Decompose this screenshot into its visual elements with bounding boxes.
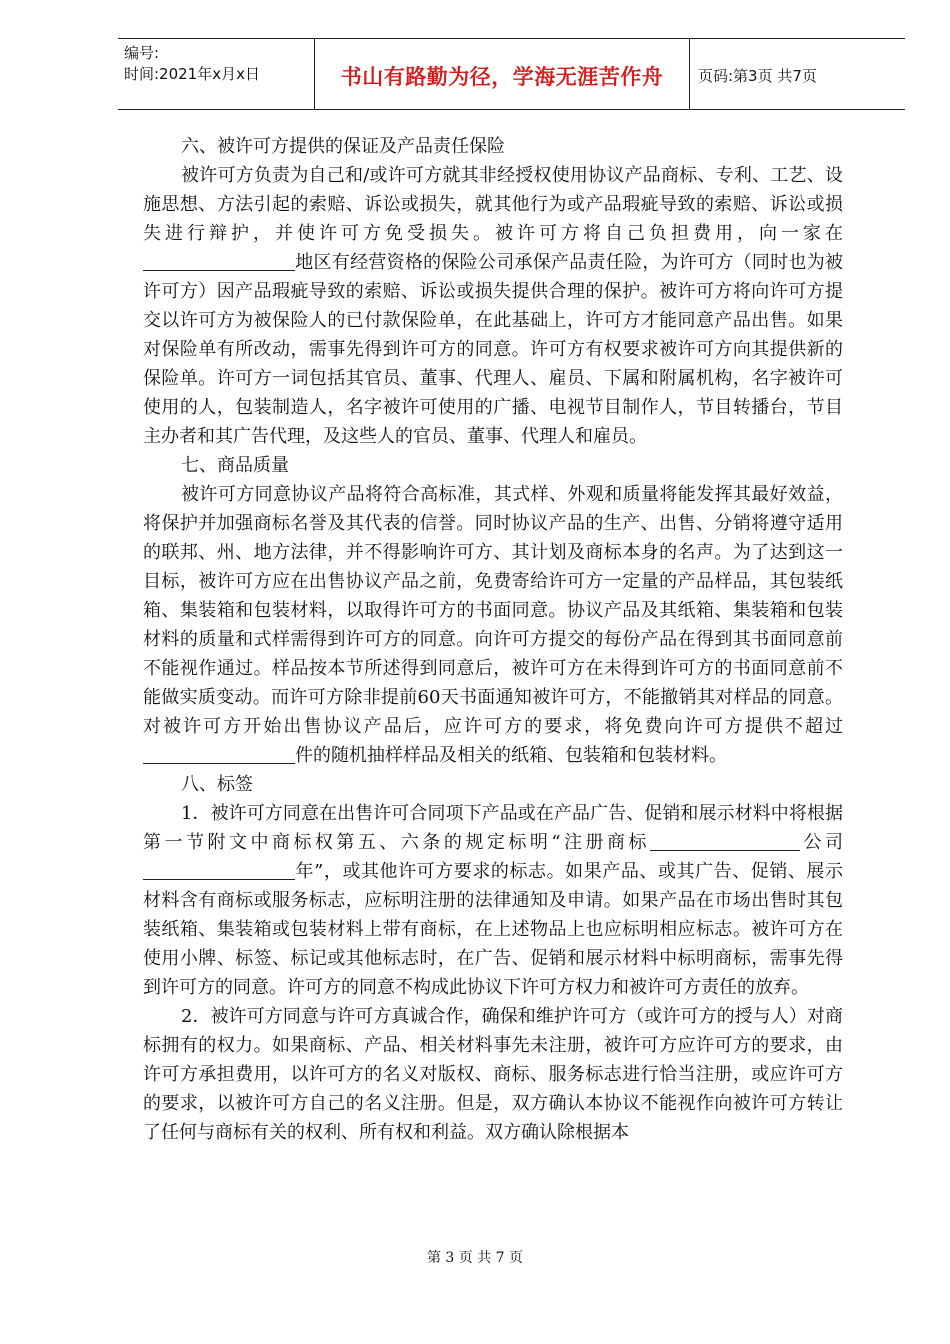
document-body	[143, 132, 843, 1147]
section-7-title: 七、商品质量	[181, 455, 289, 476]
section-8-paragraph-2: 2．被许可方同意与许可方真诚合作，确保和维护许可方（或许可方的授与人）对商标拥有的权力。如果商标、产品、相关材料事先未注册，被许可方应许可方的要求，由许可方承担费用，以许可方的名义对版权、商标、服务标志进行恰当注册，或应许可方的要求，以被许可方自己的名义注册。但是，双方确认本协议不能视作向被许可方转让了任何与商标有关的权利、所有权和利益。双方确认除根据本	[143, 1006, 843, 1143]
section-7-paragraph	[143, 480, 843, 770]
page-footer: 第 3 页 共 7 页	[426, 1250, 524, 1266]
document-number-label: 编号:	[124, 44, 160, 62]
section-8-title: 八、标签	[181, 774, 253, 795]
document-header	[118, 38, 905, 110]
section-8-text-c: 年”，或其他许可方要求的标志。如果产品、或其广告、促销、展示材料含有商标或服务标志，应标明注册的法律通知及申请。如果产品在市场出售时其包装纸箱、集装箱或包装材料上带有商标，在上述物品上也应标明相应标志。被许可方在使用小牌、标签、标记或其他标志时，在广告、促销和展示材料中标明商标，需事先得到许可方的同意。许可方的同意不构成此协议下许可方权力和被许可方责任的放弃。	[143, 861, 843, 998]
section-8-paragraph-1	[143, 799, 843, 1002]
header-motto-cell	[315, 39, 690, 109]
document-time-label: 时间:2021年x月x日	[124, 65, 260, 83]
header-page-code: 页码:第3页 共7页	[698, 67, 817, 85]
header-page-cell	[690, 39, 905, 109]
trademark-blank	[650, 832, 800, 851]
section-7-text-b: 件的随机抽样样品及相关的纸箱、包装箱和包装材料。	[295, 745, 727, 766]
sample-count-blank	[143, 745, 295, 764]
section-6-paragraph	[143, 161, 843, 451]
region-blank	[143, 252, 295, 271]
section-8-text-b: 公司	[800, 832, 843, 853]
section-6-text-a: 被许可方负责为自己和/或许可方就其非经授权使用协议产品商标、专利、工艺、设施思想、方法引起的索赔、诉讼或损失，就其他行为或产品瑕疵导致的索赔、诉讼或损失进行辩护，并使许可方免受损失。被许可方将自己负担费用，向一家在	[143, 165, 843, 244]
year-blank	[143, 861, 295, 880]
section-7-text-a: 被许可方同意协议产品将符合高标准，其式样、外观和质量将能发挥其最好效益，将保护并加强商标名誉及其代表的信誉。同时协议产品的生产、出售、分销将遵守适用的联邦、州、地方法律，并不得影响许可方、其计划及商标本身的名声。为了达到这一目标，被许可方应在出售协议产品之前，免费寄给许可方一定量的产品样品，其包装纸箱、集装箱和包装材料，以取得许可方的书面同意。协议产品及其纸箱、集装箱和包装材料的质量和式样需得到许可方的同意。向许可方提交的每份产品在得到其书面同意前不能视作通过。样品按本节所述得到同意后，被许可方在未得到许可方的书面同意前不能做实质变动。而许可方除非提前60天书面通知被许可方，不能撤销其对样品的同意。对被许可方开始出售协议产品后，应许可方的要求，将免费向许可方提供不超过	[143, 484, 843, 737]
header-motto: 书山有路勤为径，学海无涯苦作舟	[340, 64, 664, 89]
section-6-text-b: 地区有经营资格的保险公司承保产品责任险，为许可方（同时也为被许可方）因产品瑕疵导致的索赔、诉讼或损失提供合理的保护。被许可方将向许可方提交以许可方为被保险人的已付款保险单，在此基础上，许可方才能同意产品出售。如果对保险单有所改动，需事先得到许可方的同意。许可方有权要求被许可方向其提供新的保险单。许可方一词包括其官员、董事、代理人、雇员、下属和附属机构，名字被许可使用的人，包装制造人，名字被许可使用的广播、电视节目制作人，节目转播台，节目主办者和其广告代理，及这些人的官员、董事、代理人和雇员。	[143, 252, 843, 447]
section-8-text-a: 1．被许可方同意在出售许可合同项下产品或在产品广告、促销和展示材料中将根据第一节附文中商标权第五、六条的规定标明“注册商标	[143, 803, 843, 853]
header-meta-cell	[118, 39, 315, 109]
section-6-title: 六、被许可方提供的保证及产品责任保险	[181, 136, 505, 157]
